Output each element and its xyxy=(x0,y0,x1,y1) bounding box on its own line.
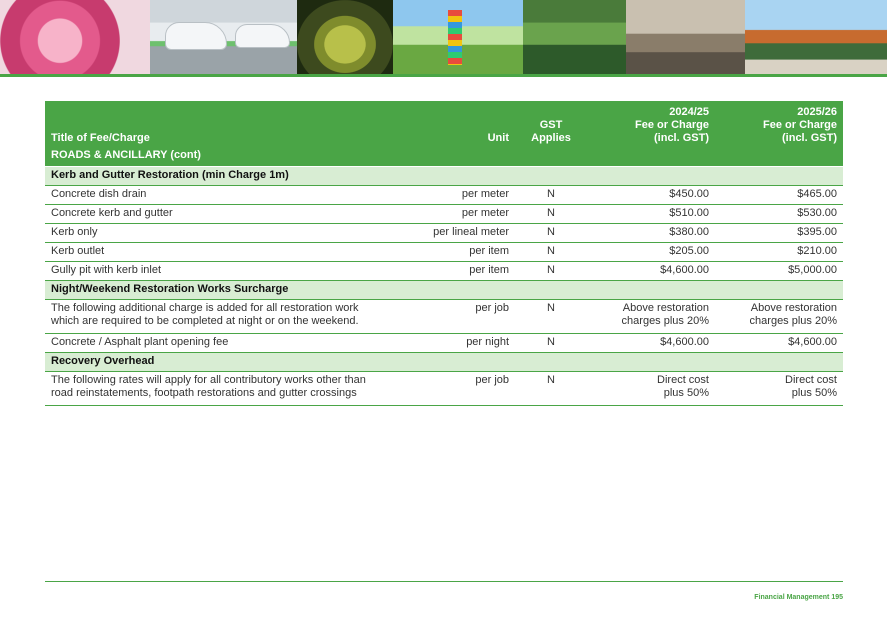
banner-divider xyxy=(0,74,887,77)
fee-2024-25: $510.00 xyxy=(587,204,715,223)
fee-2025-26: $465.00 xyxy=(715,185,843,204)
banner-photo-building xyxy=(745,0,887,74)
table-row xyxy=(45,261,843,280)
fee-gst: N xyxy=(515,371,587,405)
section-row xyxy=(45,147,843,166)
banner-photo-frog xyxy=(297,0,393,74)
fee-unit: per meter xyxy=(390,204,515,223)
fee-gst: N xyxy=(515,223,587,242)
fee-unit: per job xyxy=(390,371,515,405)
group-header-row xyxy=(45,352,843,371)
fee-gst: N xyxy=(515,185,587,204)
banner-photo-giant-blocks xyxy=(393,0,523,74)
fee-2025-26: $395.00 xyxy=(715,223,843,242)
table-row xyxy=(45,371,843,405)
fee-gst: N xyxy=(515,242,587,261)
fee-title: The following rates will apply for all contributory works other than road reinstatements, footpath restorations and gutter crossings xyxy=(45,371,390,405)
photo-banner xyxy=(0,0,887,74)
fee-unit: per night xyxy=(390,333,515,352)
fee-2025-26: $210.00 xyxy=(715,242,843,261)
fee-title: Kerb outlet xyxy=(45,242,390,261)
table-row xyxy=(45,185,843,204)
fee-2025-26: Direct cost plus 50% xyxy=(715,371,843,405)
fee-2024-25: $380.00 xyxy=(587,223,715,242)
fee-2024-25: $205.00 xyxy=(587,242,715,261)
fee-unit: per meter xyxy=(390,185,515,204)
banner-photo-street xyxy=(626,0,745,74)
table-row xyxy=(45,333,843,352)
header-unit: Unit xyxy=(390,101,515,147)
fee-2024-25: Direct cost plus 50% xyxy=(587,371,715,405)
fee-unit: per item xyxy=(390,261,515,280)
group-header-row xyxy=(45,280,843,299)
fee-unit: per lineal meter xyxy=(390,223,515,242)
table-header-row xyxy=(45,101,843,147)
fees-table xyxy=(45,101,843,406)
header-gst: GST Applies xyxy=(515,101,587,147)
fee-2024-25: $450.00 xyxy=(587,185,715,204)
fee-2025-26: $5,000.00 xyxy=(715,261,843,280)
banner-photo-children-play xyxy=(0,0,150,74)
footer-divider xyxy=(45,581,843,582)
fee-2024-25: $4,600.00 xyxy=(587,333,715,352)
table-row xyxy=(45,242,843,261)
fee-2025-26: $530.00 xyxy=(715,204,843,223)
group-header-row xyxy=(45,166,843,185)
banner-photo-ev-charging xyxy=(150,0,297,74)
fee-2024-25: $4,600.00 xyxy=(587,261,715,280)
fee-gst: N xyxy=(515,299,587,333)
fee-gst: N xyxy=(515,261,587,280)
header-title: Title of Fee/Charge xyxy=(45,101,390,147)
fee-gst: N xyxy=(515,204,587,223)
fee-title: The following additional charge is added for all restoration work which are required to be completed at night or on the weekend. xyxy=(45,299,390,333)
table-row xyxy=(45,204,843,223)
group-title: Night/Weekend Restoration Works Surcharge xyxy=(45,280,843,299)
fee-gst: N xyxy=(515,333,587,352)
fee-title: Concrete dish drain xyxy=(45,185,390,204)
banner-photo-garden-family xyxy=(523,0,626,74)
fee-2024-25: Above restoration charges plus 20% xyxy=(587,299,715,333)
group-title: Recovery Overhead xyxy=(45,352,843,371)
table-row xyxy=(45,223,843,242)
fee-2025-26: $4,600.00 xyxy=(715,333,843,352)
fee-title: Gully pit with kerb inlet xyxy=(45,261,390,280)
page-footer: Financial Management 195 xyxy=(754,594,843,601)
group-title: Kerb and Gutter Restoration (min Charge 1m) xyxy=(45,166,843,185)
fee-title: Kerb only xyxy=(45,223,390,242)
fee-unit: per job xyxy=(390,299,515,333)
header-fee-2024-25: 2024/25 Fee or Charge (incl. GST) xyxy=(587,101,715,147)
header-fee-2025-26: 2025/26 Fee or Charge (incl. GST) xyxy=(715,101,843,147)
fee-title: Concrete / Asphalt plant opening fee xyxy=(45,333,390,352)
table-row xyxy=(45,299,843,333)
fee-unit: per item xyxy=(390,242,515,261)
section-title: ROADS & ANCILLARY (cont) xyxy=(45,147,843,166)
fee-title: Concrete kerb and gutter xyxy=(45,204,390,223)
fee-2025-26: Above restoration charges plus 20% xyxy=(715,299,843,333)
